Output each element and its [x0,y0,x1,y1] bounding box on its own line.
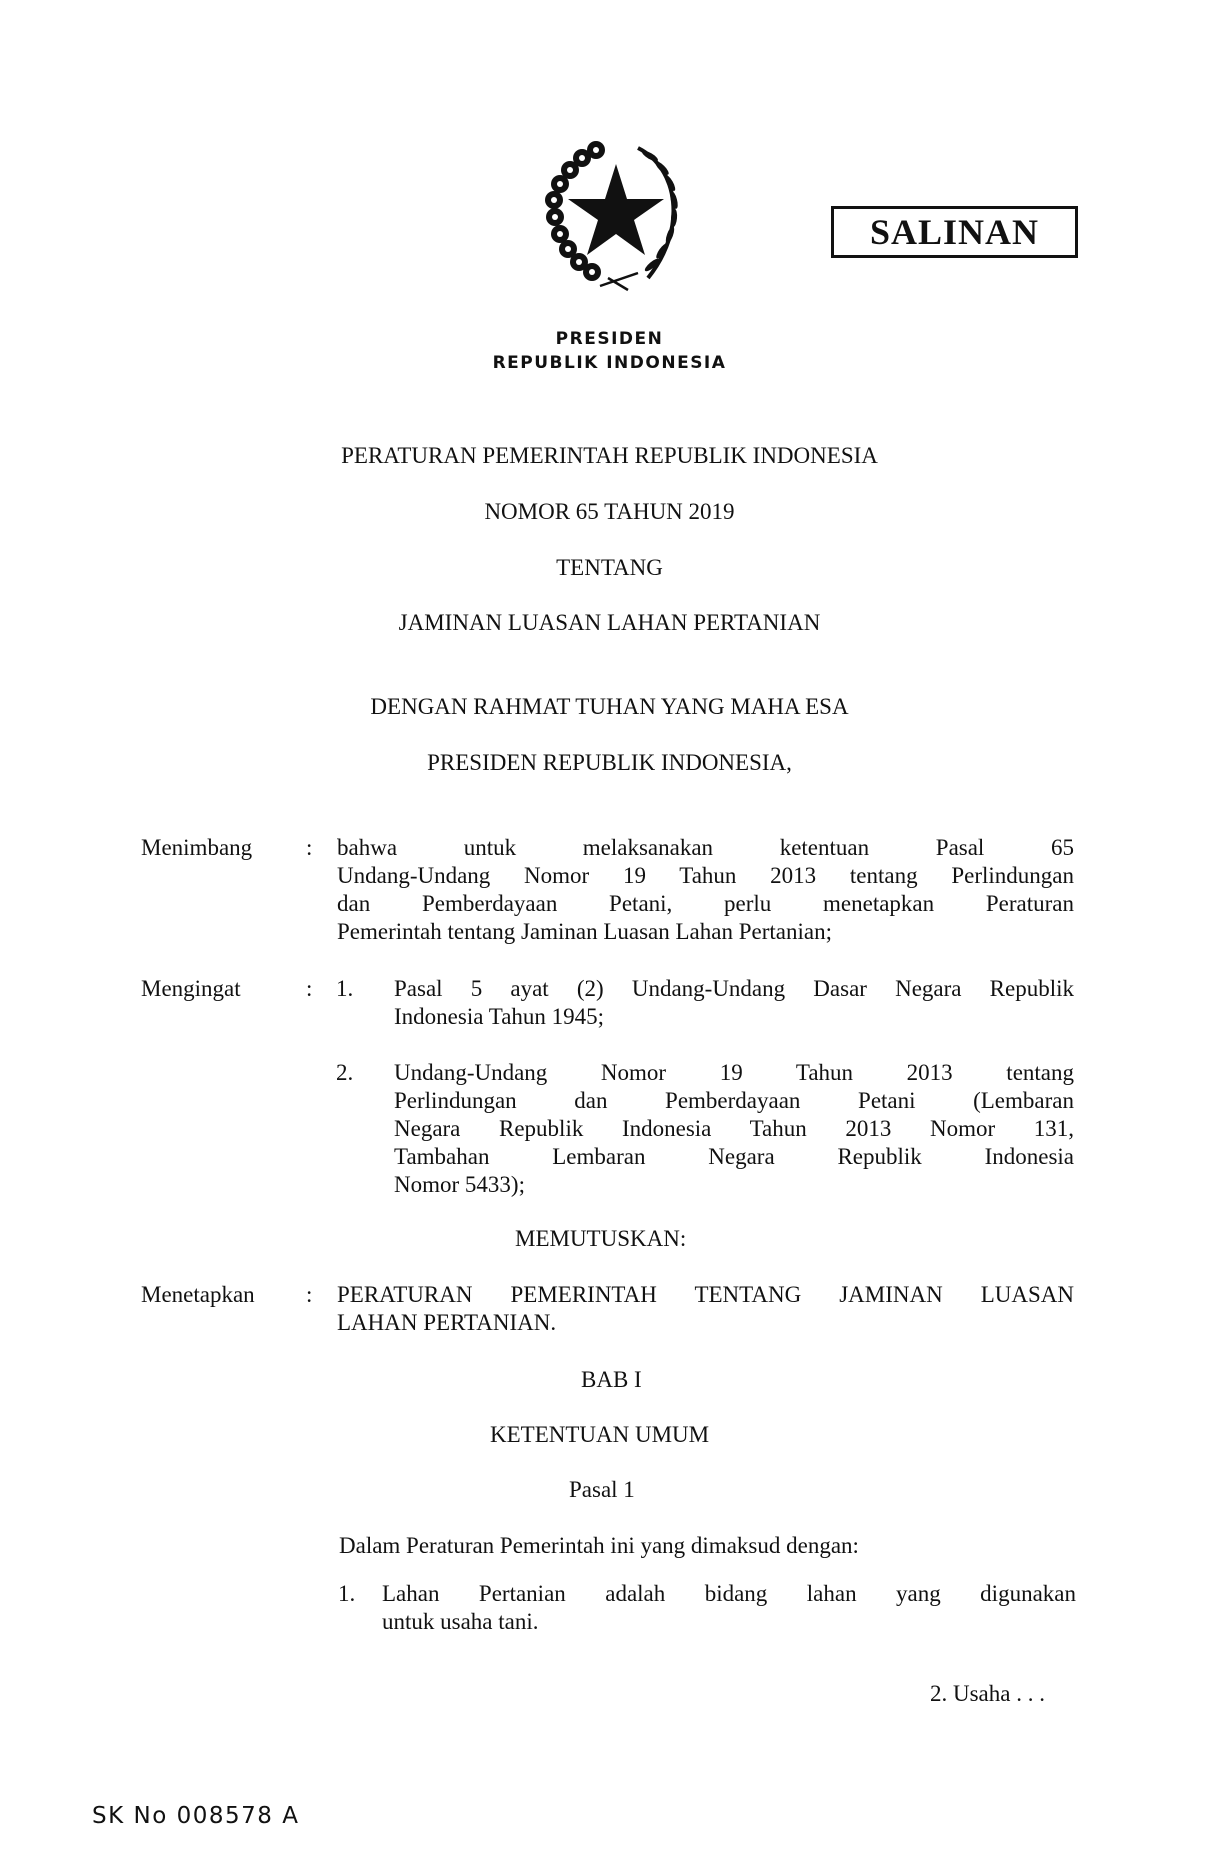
invocation: DENGAN RAHMAT TUHAN YANG MAHA ESA [370,694,849,719]
menetapkan-text: PERATURAN PEMERINTAH TENTANG JAMINAN LUASAN LAHAN PERTANIAN. [337,1282,1074,1335]
menimbang-text: bahwa untuk melaksanakan ketentuan Pasal 65 Undang-Undang Nomor 19 Tahun 2013 tentang Perlindungan dan Pemberdayaan Petani, perlu menetapkan Peraturan Pemerintah tentang Jaminan Luasan Lahan Pertanian; [337,835,1074,944]
regulation-title: PERATURAN PEMERINTAH REPUBLIK INDONESIA [341,443,878,468]
regulation-subject: JAMINAN LUASAN LAHAN PERTANIAN [398,610,821,635]
continuation-catchword: 2. Usaha . . . [930,1681,1045,1706]
mengingat-item: Undang-Undang Nomor 19 Tahun 2013 tentang Perlindungan dan Pemberdayaan Petani (Lembaran Negara Republik Indonesia Tahun 2013 Nomor 131, Tambahan Lembaran Negara Republik Indonesia Nomor 5433); [394,1060,1074,1197]
menetapkan-colon: : [306,1282,313,1307]
definition-item: Lahan Pertanian adalah bidang lahan yang digunakan untuk usaha tani. [382,1581,1076,1634]
tentang-label: TENTANG [556,555,663,580]
menetapkan-label: Menetapkan [141,1282,255,1307]
presidential-emblem-icon [528,128,704,304]
mengingat-colon: : [306,976,313,1001]
menimbang-label: Menimbang [141,835,253,860]
regulation-number: NOMOR 65 TAHUN 2019 [484,499,735,524]
memutuskan-heading: MEMUTUSKAN: [515,1226,687,1251]
bab-title: KETENTUAN UMUM [490,1422,710,1447]
definition-number: 1. [338,1581,356,1606]
mengingat-label: Mengingat [141,976,241,1001]
pasal-intro: Dalam Peraturan Pemerintah ini yang dimaksud dengan: [339,1533,859,1558]
presiden-label: PRESIDEN [555,329,664,349]
mengingat-item-number: 2. [336,1060,354,1085]
salinan-stamp [831,206,1078,258]
mengingat-item-number: 1. [336,976,354,1001]
sk-number: SK No 008578 A [92,1803,300,1829]
menimbang-colon: : [306,835,313,860]
issuer: PRESIDEN REPUBLIK INDONESIA, [427,750,792,775]
republik-indonesia-label: REPUBLIK INDONESIA [492,353,727,373]
mengingat-item: Pasal 5 ayat (2) Undang-Undang Dasar Negara Republik Indonesia Tahun 1945; [394,976,1074,1029]
salinan-text: SALINAN [869,212,1040,252]
pasal-heading: Pasal 1 [569,1477,635,1502]
bab-number: BAB I [581,1367,642,1392]
